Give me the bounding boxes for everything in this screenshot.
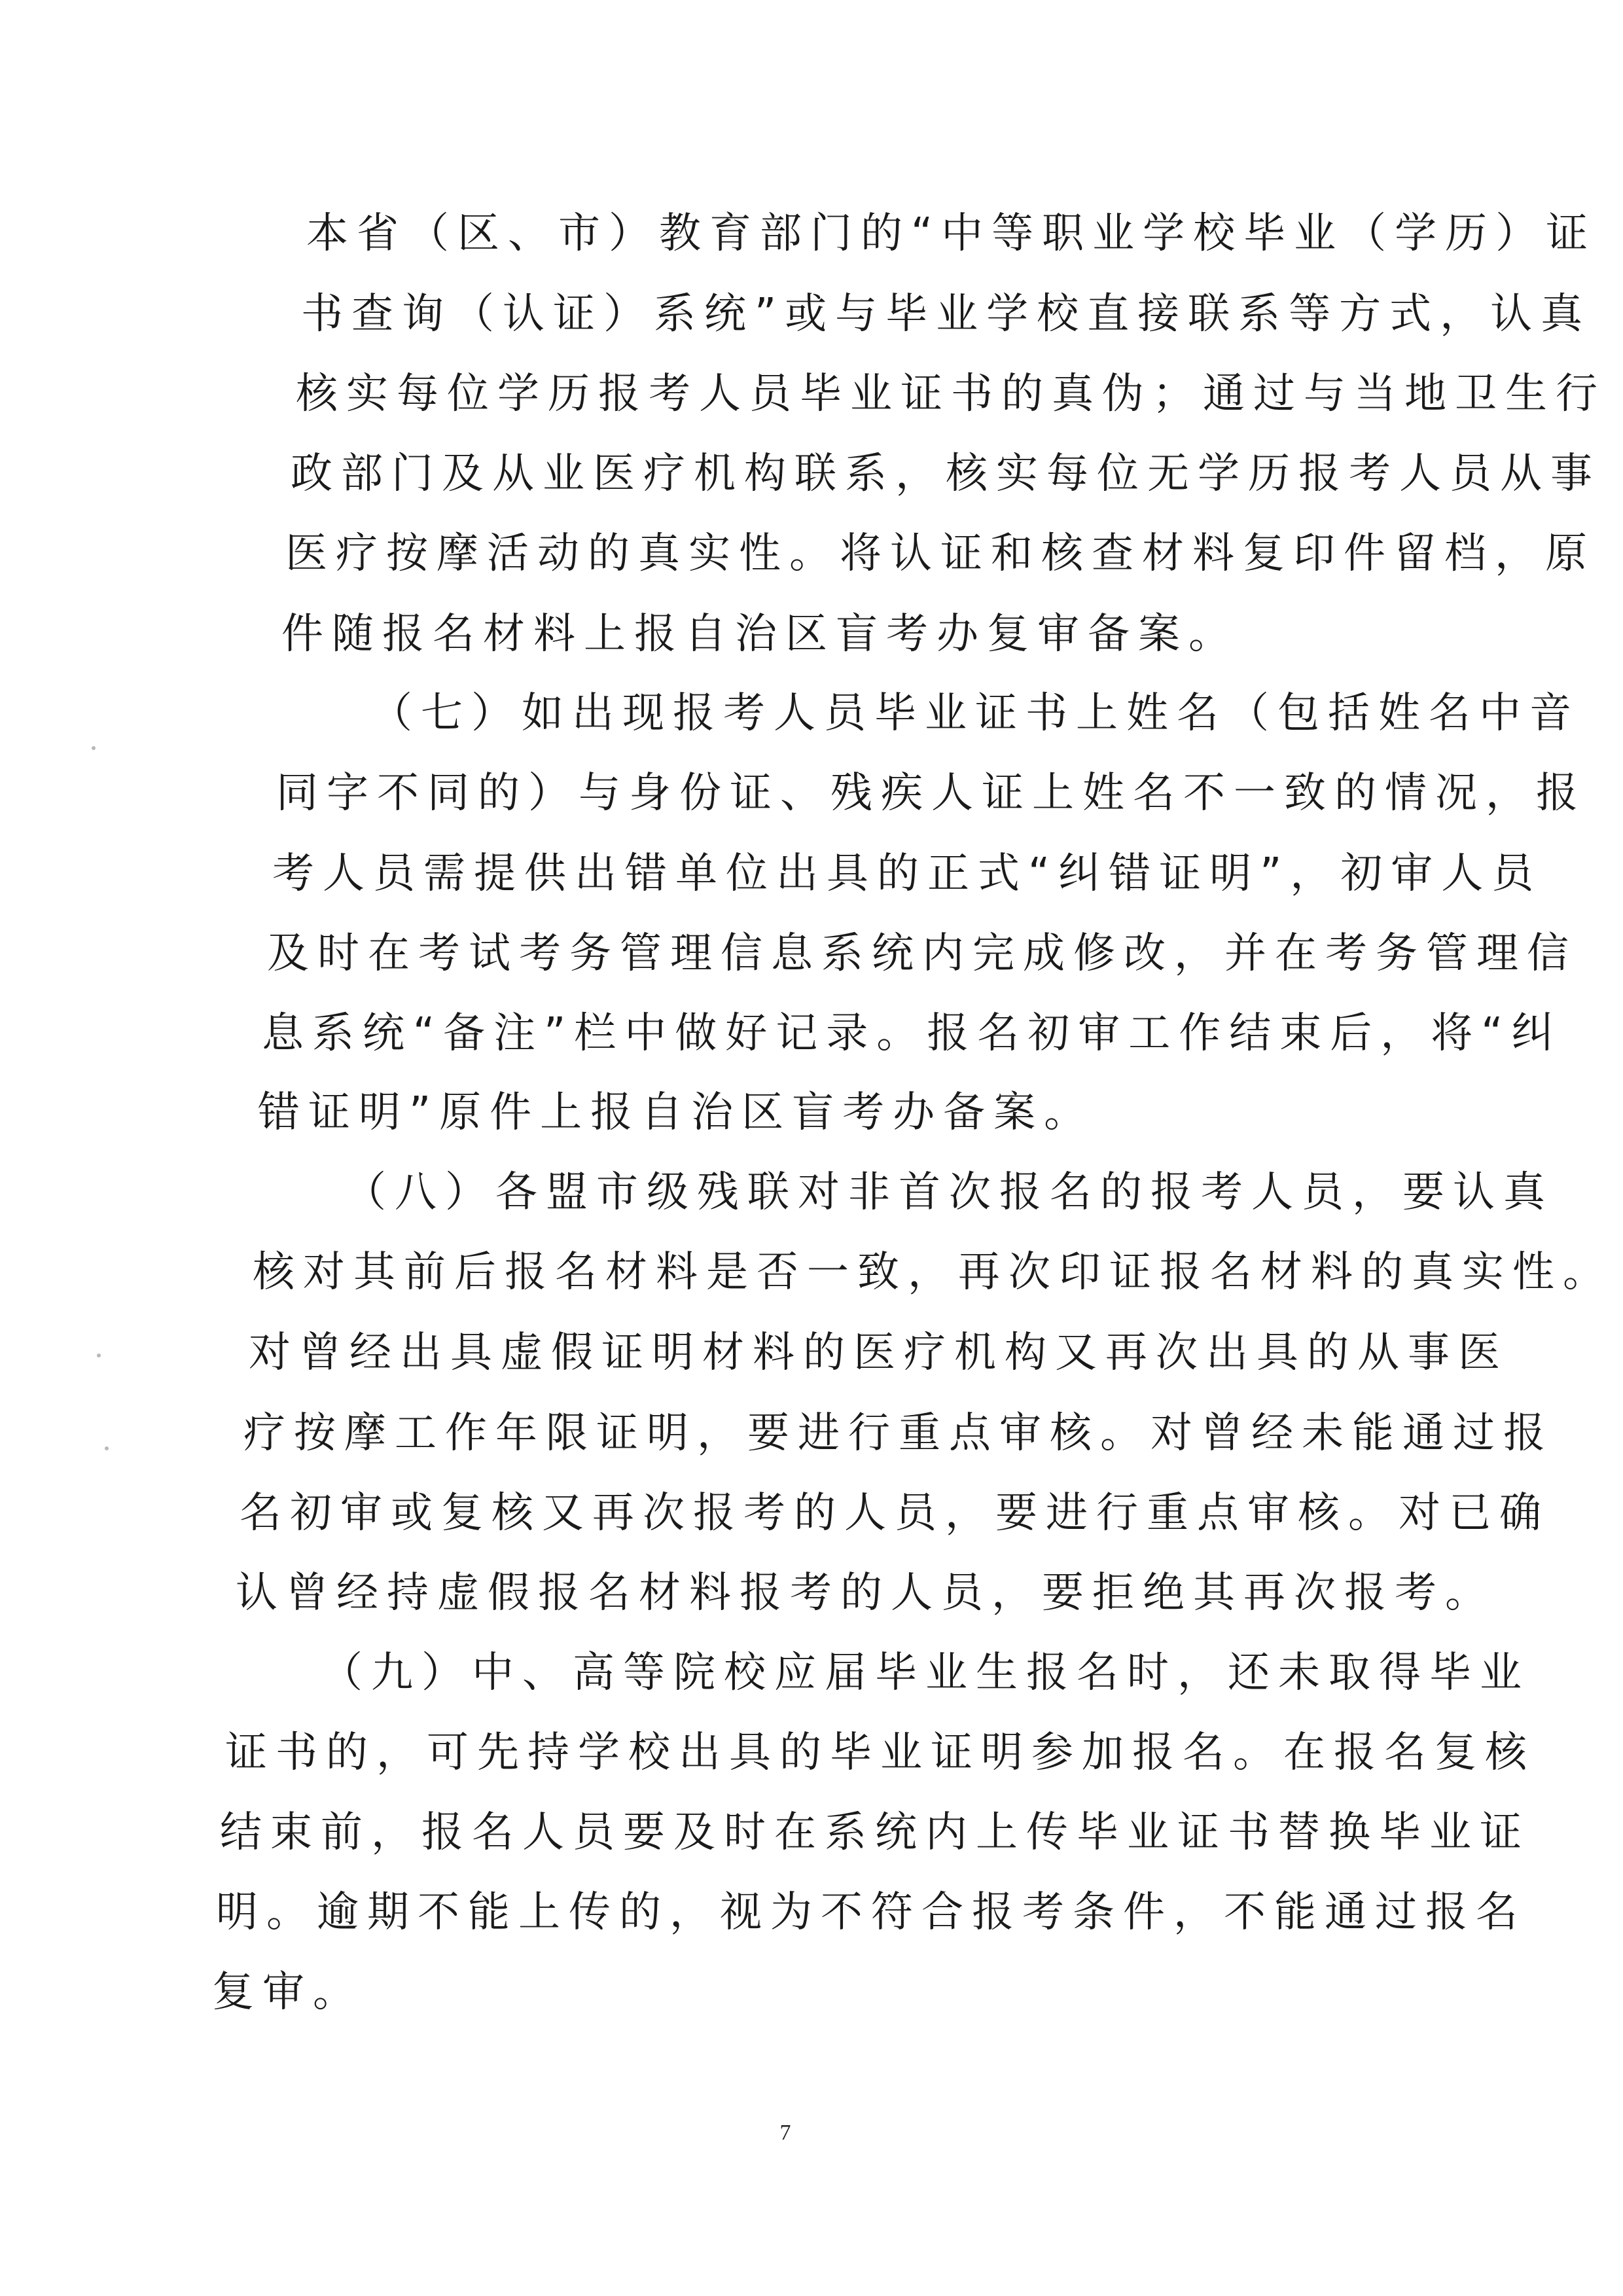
text-line: 及时在考试考务管理信息系统内完成修改，并在考务管理信	[267, 929, 1577, 978]
text-line: 复审。	[212, 1968, 363, 2017]
text-line: 同字不同的）与身份证、残疾人证上姓名不一致的情况，报	[276, 769, 1586, 817]
text-line: 证书的，可先持学校出具的毕业证明参加报名。在报名复核	[225, 1729, 1535, 1777]
scan-speck	[97, 1354, 101, 1357]
text-line: （七）如出现报考人员毕业证书上姓名（包括姓名中音	[370, 689, 1580, 738]
text-line: 件随报名材料上报自治区盲考办复审备案。	[281, 610, 1239, 658]
text-line: 考人员需提供出错单位出具的正式“纠错证明”，初审人员	[272, 850, 1543, 898]
text-line: 本省（区、市）教育部门的“中等职业学校毕业（学历）证	[306, 209, 1597, 258]
text-line: 核对其前后报名材料是否一致，再次印证报名材料的真实性。	[253, 1248, 1613, 1297]
text-line: 疗按摩工作年限证明，要进行重点审核。对曾经未能通过报	[243, 1409, 1554, 1458]
text-line: 政部门及从业医疗机构联系，核实每位无学历报考人员从事	[291, 450, 1601, 498]
text-line: （九）中、高等院校应届毕业生报名时，还未取得毕业	[321, 1649, 1530, 1697]
text-line: 核实每位学历报考人员毕业证书的真伪；通过与当地卫生行	[296, 370, 1606, 418]
text-line: 息系统“备注”栏中做好记录。报名初审工作结束后，将“纠	[262, 1009, 1562, 1058]
page-number: 7	[779, 2121, 791, 2145]
text-line: 对曾经出具虚假证明材料的医疗机构又再次出具的从事医	[249, 1329, 1508, 1377]
text-line: 结束前，报名人员要及时在系统内上传毕业证书替换毕业证	[220, 1808, 1530, 1857]
text-line: （八）各盟市级残联对非首次报名的报考人员，要认真	[344, 1168, 1554, 1217]
text-line: 医疗按摩活动的真实性。将认证和核查材料复印件留档，原	[285, 529, 1596, 578]
text-line: 错证明”原件上报自治区盲考办备案。	[258, 1088, 1095, 1137]
scan-speck	[92, 746, 96, 750]
scan-speck	[105, 1446, 109, 1450]
text-line: 名初审或复核又再次报考的人员，要进行重点审核。对已确	[240, 1489, 1550, 1537]
text-line: 认曾经持虚假报名材料报考的人员，要拒绝其再次报考。	[236, 1569, 1495, 1617]
text-line: 明。逾期不能上传的，视为不符合报考条件，不能通过报名	[216, 1888, 1526, 1937]
text-line: 书查询（认证）系统”或与毕业学校直接联系等方式，认真	[301, 290, 1592, 338]
